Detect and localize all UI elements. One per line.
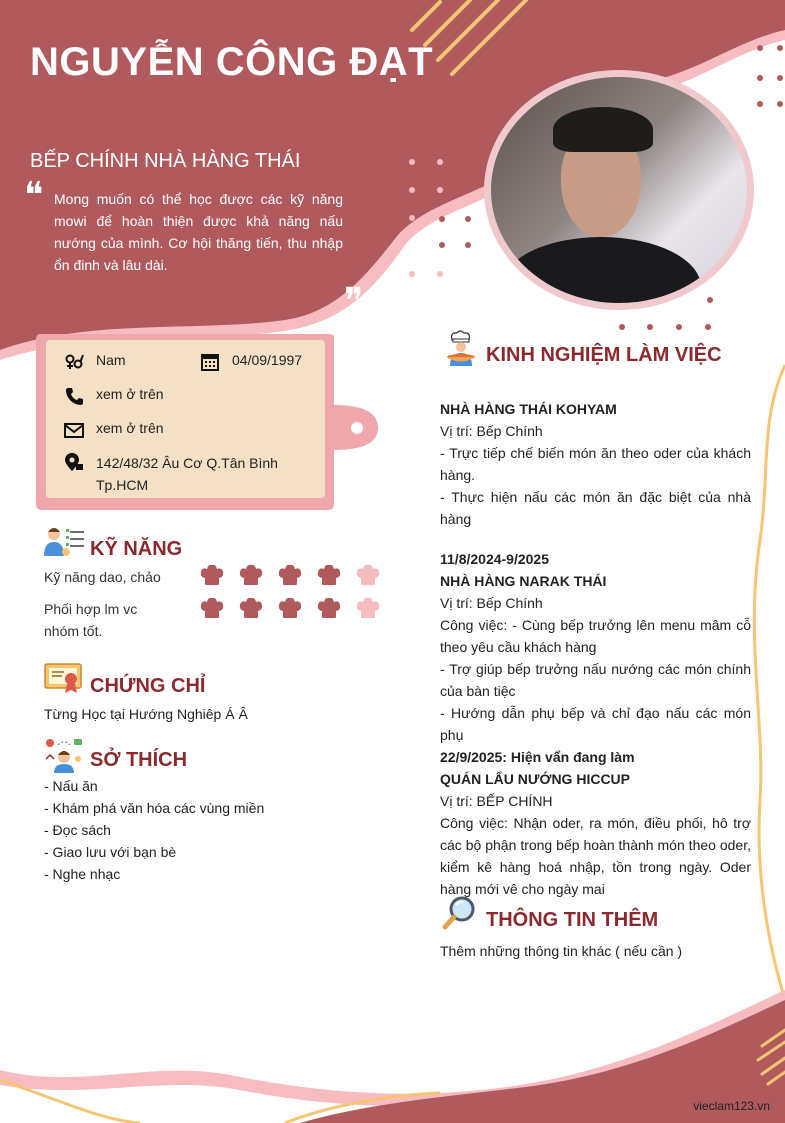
- skill-1-label: [44, 566, 194, 588]
- email-icon: [64, 420, 84, 440]
- contact-card: [46, 340, 325, 498]
- chef-hat-icon: [239, 597, 263, 619]
- job-3-company: QUÁN LẨU NƯỚNG HICCUP: [440, 771, 630, 787]
- experience-list: [440, 398, 751, 900]
- hobby-item: - Nghe nhạc: [44, 866, 121, 882]
- address-line2: Tp.HCM: [96, 477, 149, 493]
- skill-1-rating: [200, 564, 380, 586]
- chef-hat-icon: [200, 597, 224, 619]
- hobby-item: - Khám phá văn hóa các vùng miền: [44, 800, 265, 816]
- additional-title: THÔNG TIN THÊM: [486, 909, 659, 931]
- chef-icon: [442, 330, 480, 366]
- chef-hat-icon: [200, 564, 224, 586]
- phone-row: [64, 386, 164, 406]
- profile-photo: [484, 70, 754, 310]
- skill-2-label-line2: nhóm tốt.: [44, 623, 103, 639]
- job-1-duty: - Trực tiếp chế biến món ăn theo oder của khách hàng.: [440, 445, 751, 483]
- skills-icon: [44, 526, 86, 558]
- job-3-period: 22/9/2025: Hiện vẩn đang làm: [440, 749, 635, 765]
- skills-title: KỸ NĂNG: [90, 538, 183, 560]
- magnifier-icon: [442, 895, 478, 931]
- job-2-company: NHÀ HÀNG NARAK THÁI: [440, 573, 607, 589]
- skill-2-rating: [200, 597, 380, 619]
- phone-value: xem ở trên: [96, 386, 164, 402]
- certificate-text: Từng Học tại Hướng Nghiêp Á Â: [44, 706, 248, 722]
- quote-close-icon: ❞: [344, 281, 364, 322]
- hobby-item: - Đọc sách: [44, 822, 111, 838]
- gender-row: [64, 352, 126, 372]
- certificates-title: CHỨNG CHỈ: [90, 675, 206, 697]
- chef-hat-icon: [278, 597, 302, 619]
- certificate-icon: [44, 662, 82, 694]
- hobbies-icon: [44, 737, 84, 773]
- birthday-row: [200, 352, 302, 372]
- job-1-company: NHÀ HÀNG THÁI KOHYAM: [440, 401, 617, 417]
- career-objective: Mong muốn có thể học được các kỹ năng mowi để hoàn thiện được khả năng nấu nướng của mình. Cơ hội thăng tiến, thu nhập ổn đinh và lâu dài.: [54, 191, 343, 273]
- chef-hat-icon: [356, 597, 380, 619]
- chef-hat-icon: [317, 597, 341, 619]
- chef-hat-icon: [317, 564, 341, 586]
- gender-value: Nam: [96, 352, 126, 368]
- gender-icon: [64, 352, 84, 372]
- footer-site: vieclam123.vn: [693, 1099, 770, 1113]
- calendar-icon: [200, 352, 220, 372]
- chef-hat-icon: [278, 564, 302, 586]
- phone-icon: [64, 386, 84, 406]
- job-1-position: Vị trí: Bếp Chính: [440, 423, 543, 439]
- location-icon: [64, 452, 84, 472]
- email-row: [64, 420, 164, 440]
- address-line1: 142/48/32 Âu Cơ Q.Tân Bình: [96, 455, 278, 471]
- full-name: NGUYỄN CÔNG ĐẠT: [30, 40, 434, 84]
- birthday-value: 04/09/1997: [232, 352, 303, 368]
- hobby-item: - Nấu ăn: [44, 778, 98, 794]
- job-2-duty: - Hướng dẫn phụ bếp và chỉ đạo nấu các món phụ: [440, 705, 751, 743]
- hobbies-list: [44, 775, 264, 885]
- job-1-duty: - Thực hiện nấu các món ăn đặc biệt của nhà hàng: [440, 489, 751, 527]
- hobby-item: - Giao lưu với bạn bè: [44, 844, 177, 860]
- skill-2-label-line1: Phối hợp lm vc: [44, 601, 138, 617]
- quote-open-icon: ❝: [24, 175, 44, 216]
- chef-hat-icon: [356, 564, 380, 586]
- additional-text: Thêm những thông tin khác ( nếu cần ): [440, 943, 683, 959]
- email-value: xem ở trên: [96, 420, 164, 436]
- skill-2-label: [44, 598, 194, 642]
- job-2-period: 11/8/2024-9/2025: [440, 551, 549, 567]
- job-title: BẾP CHÍNH NHÀ HÀNG THÁI: [30, 150, 301, 172]
- chef-hat-icon: [239, 564, 263, 586]
- job-3-position: Vị trí: BẾP CHÍNH: [440, 793, 553, 809]
- experience-title: KINH NGHIỆM LÀM VIỆC: [486, 344, 722, 366]
- job-2-duty: Công việc: - Cùng bếp trưởng lên menu mâm cỗ theo yêu cầu khách hàng: [440, 617, 751, 655]
- job-2-duty: - Trợ giúp bếp trưởng nấu nướng các món chính của bàn tiệc: [440, 661, 751, 699]
- job-2-position: Vị trí: Bếp Chính: [440, 595, 543, 611]
- skill-1-label-line1: Kỹ năng dao, chảo: [44, 569, 161, 585]
- job-3-duty: Công việc: Nhận oder, ra món, điều phối, hô trợ các bộ phận trong bếp hoàn thành món theo oder, kiểm kê hàng hoá nhập, tồn trong ngày. Oder hàng mới vê cho ngày mai: [440, 815, 751, 897]
- hobbies-title: SỞ THÍCH: [90, 749, 188, 771]
- address-row: [64, 452, 314, 496]
